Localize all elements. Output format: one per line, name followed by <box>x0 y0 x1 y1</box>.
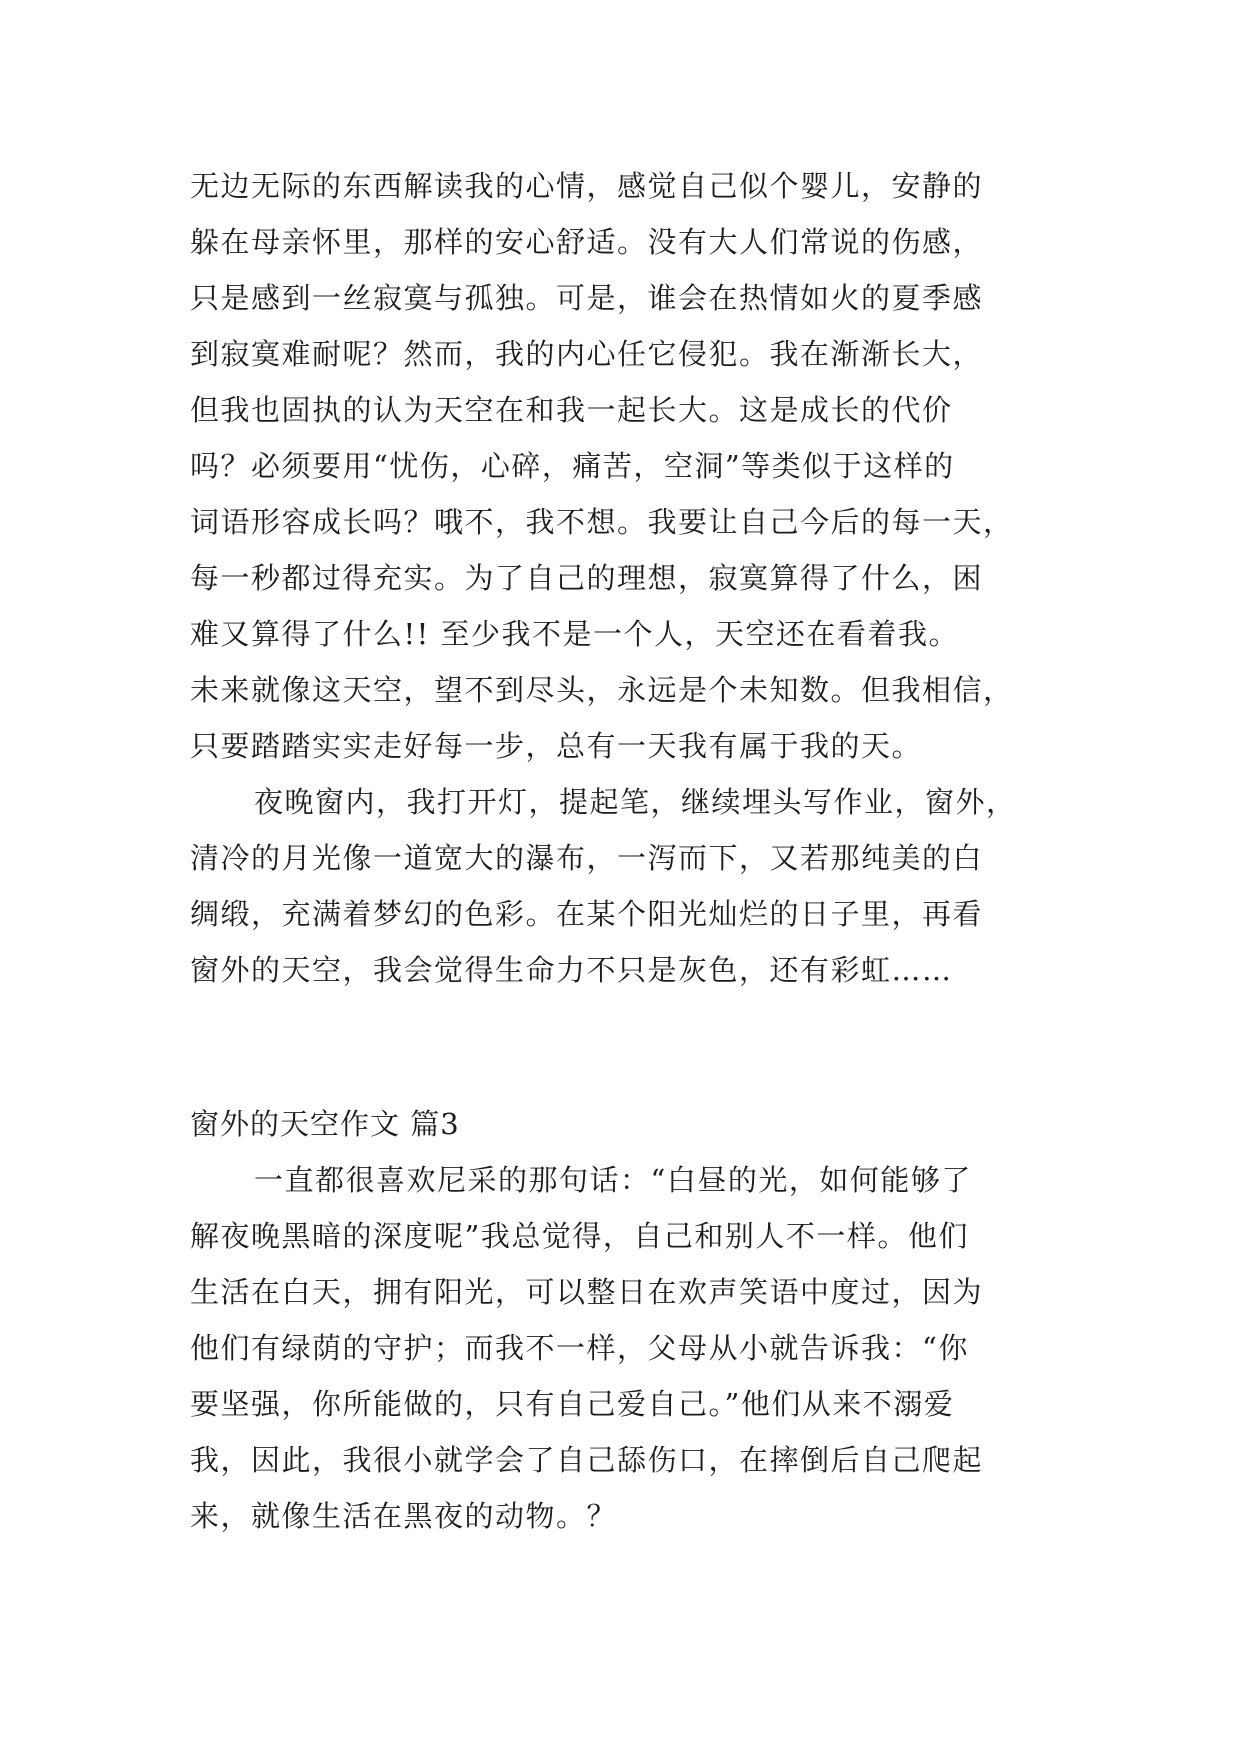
paragraph-line: 只是感到一丝寂寞与孤独。可是，谁会在热情如火的夏季感 <box>190 281 984 315</box>
paragraph-line: 吗？必须要用“忧伤，心碎，痛苦，空洞”等类似于这样的 <box>190 449 955 483</box>
paragraph-line: 清冷的月光像一道宽大的瀑布，一泻而下，又若那纯美的白 <box>190 841 984 875</box>
paragraph-line: 无边无际的东西解读我的心情，感觉自己似个婴儿，安静的 <box>190 169 984 203</box>
paragraph-line: 窗外的天空，我会觉得生命力不只是灰色，还有彩虹…… <box>190 953 953 987</box>
paragraph-line: 到寂寞难耐呢？然而，我的内心任它侵犯。我在渐渐长大， <box>190 337 984 371</box>
paragraph-line: 绸缎，充满着梦幻的色彩。在某个阳光灿烂的日子里，再看 <box>190 897 984 931</box>
paragraph-line: 我，因此，我很小就学会了自己舔伤口，在摔倒后自己爬起 <box>190 1443 984 1477</box>
paragraph-line: 只要踏踏实实走好每一步，总有一天我有属于我的天。 <box>190 729 923 763</box>
paragraph-line: 词语形容成长吗？哦不，我不想。我要让自己今后的每一天， <box>190 505 1014 539</box>
paragraph-line: 他们有绿荫的守护；而我不一样，父母从小就告诉我：“你 <box>190 1331 969 1365</box>
paragraph-line: 一直都很喜欢尼采的那句话：“白昼的光，如何能够了 <box>254 1163 972 1197</box>
paragraph-line: 未来就像这天空，望不到尽头，永远是个未知数。但我相信， <box>190 673 1014 707</box>
paragraph-line: 要坚强，你所能做的，只有自己爱自己。”他们从来不溺爱 <box>190 1387 955 1421</box>
paragraph-essay-3 <box>190 1152 1070 1544</box>
paragraph-line: 躲在母亲怀里，那样的安心舒适。没有大人们常说的伤感， <box>190 225 984 259</box>
paragraph-line: 解夜晚黑暗的深度呢”我总觉得，自己和别人不一样。他们 <box>190 1219 969 1253</box>
paragraph-continued <box>190 158 1070 774</box>
paragraph-line: 每一秒都过得充实。为了自己的理想，寂寞算得了什么，困 <box>190 561 984 595</box>
paragraph-line: 难又算得了什么!! 至少我不是一个人，天空还在看着我。 <box>190 617 960 651</box>
section-heading: 窗外的天空作文 篇3 <box>190 1107 460 1141</box>
paragraph-line: 夜晚窗内，我打开灯，提起笔，继续埋头写作业，窗外， <box>254 785 1017 819</box>
paragraph-line: 但我也固执的认为天空在和我一起长大。这是成长的代价 <box>190 393 953 427</box>
paragraph-line: 来，就像生活在黑夜的动物。？ <box>190 1499 618 1533</box>
paragraph-line: 生活在白天，拥有阳光，可以整日在欢声笑语中度过，因为 <box>190 1275 984 1309</box>
paragraph-night-window <box>190 774 1070 998</box>
